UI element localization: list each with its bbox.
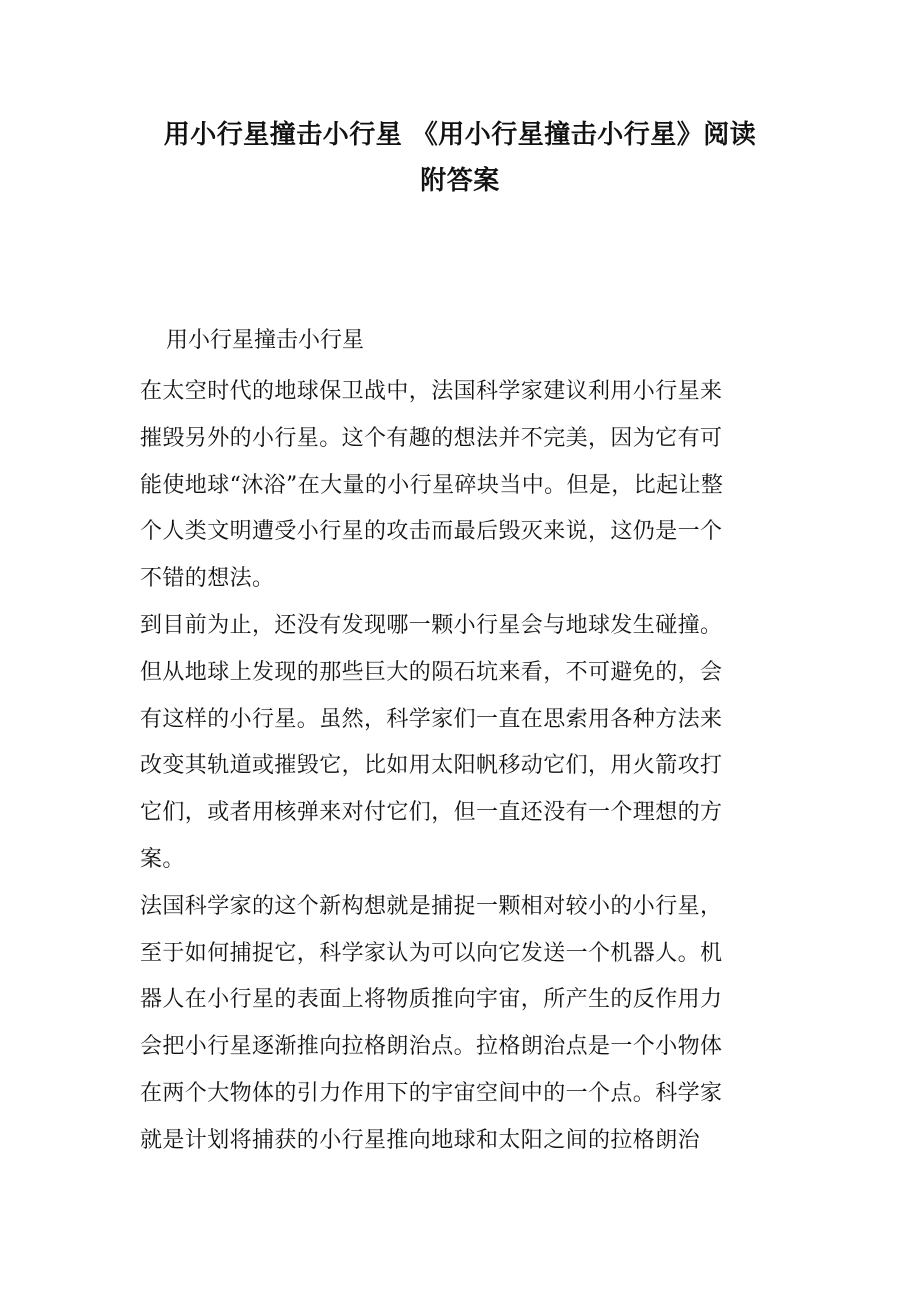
body-line: 会把小行星逐渐推向拉格朗治点。拉格朗治点是一个小物体 bbox=[140, 1034, 723, 1060]
article-body bbox=[140, 369, 840, 1165]
body-line: 改变其轨道或摧毁它，比如用太阳帆移动它们，用火箭攻打 bbox=[140, 753, 723, 779]
body-line: 在两个大物体的引力作用下的宇宙空间中的一个点。科学家 bbox=[140, 1080, 723, 1106]
body-line: 就是计划将捕获的小行星推向地球和太阳之间的拉格朗治 bbox=[140, 1127, 701, 1153]
body-line: 有这样的小行星。虽然，科学家们一直在思索用各种方法来 bbox=[140, 706, 723, 732]
body-line: 个人类文明遭受小行星的攻击而最后毁灭来说，这仍是一个 bbox=[140, 519, 723, 545]
body-line: 摧毁另外的小行星。这个有趣的想法并不完美，因为它有可 bbox=[140, 425, 723, 451]
body-line: 法国科学家的这个新构想就是捕捉一颗相对较小的小行星， bbox=[140, 893, 723, 919]
body-line: 能使地球“沐浴”在大量的小行星碎块当中。但是，比起让整 bbox=[140, 472, 724, 498]
document-title bbox=[100, 112, 820, 204]
article-subtitle: 用小行星撞击小行星 bbox=[166, 328, 365, 353]
body-line: 但从地球上发现的那些巨大的陨石坑来看，不可避免的，会 bbox=[140, 659, 723, 685]
body-line: 到目前为止，还没有发现哪一颗小行星会与地球发生碰撞。 bbox=[140, 612, 723, 638]
body-line: 案。 bbox=[140, 846, 185, 872]
title-line-2: 附答案 bbox=[420, 166, 500, 196]
body-line: 不错的想法。 bbox=[140, 566, 275, 592]
body-line: 至于如何捕捉它，科学家认为可以向它发送一个机器人。机 bbox=[140, 940, 723, 966]
title-line-1: 用小行星撞击小行星 《用小行星撞击小行星》阅读 bbox=[163, 120, 757, 150]
body-line: 在太空时代的地球保卫战中，法国科学家建议利用小行星来 bbox=[140, 379, 723, 404]
body-line: 器人在小行星的表面上将物质推向宇宙，所产生的反作用力 bbox=[140, 987, 723, 1013]
body-line: 它们，或者用核弹来对付它们，但一直还没有一个理想的方 bbox=[140, 800, 723, 826]
